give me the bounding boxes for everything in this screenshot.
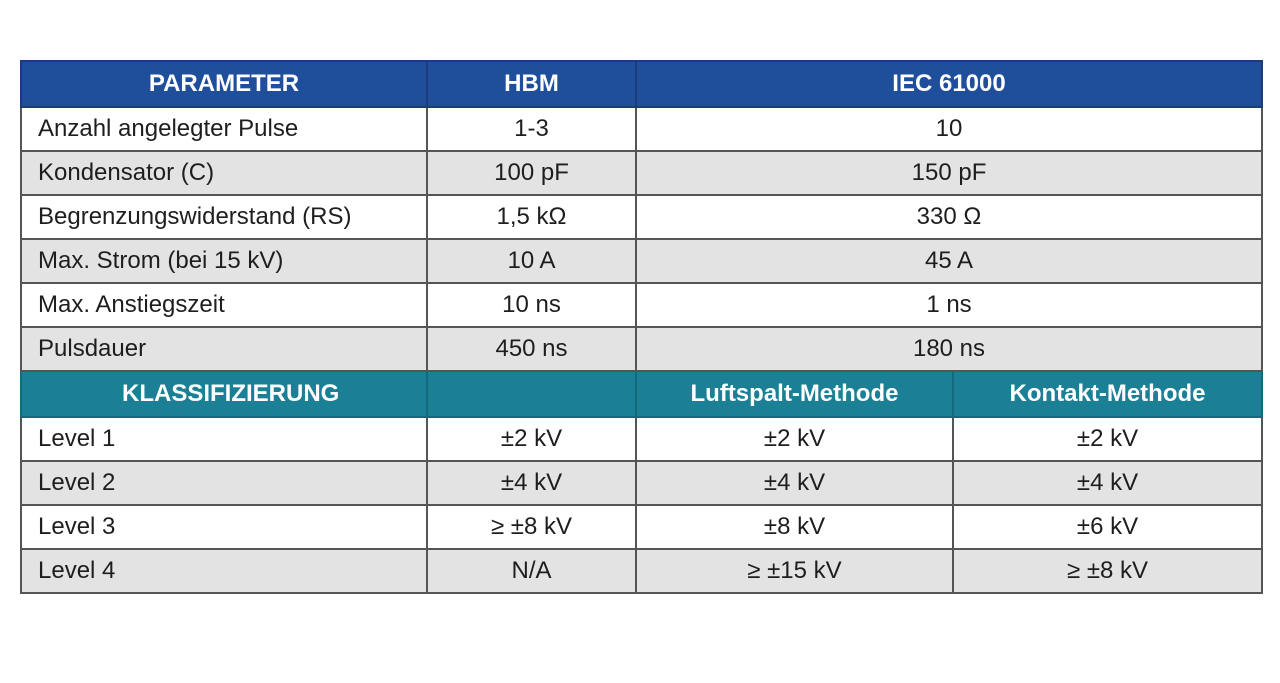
table-row [21,327,1262,371]
param-hbm-value: 450 ns [427,327,636,371]
level-hbm-value: ±2 kV [427,417,636,461]
param-hbm-value: 1-3 [427,107,636,151]
parameter-header-row [21,61,1262,107]
level-air-value: ±4 kV [636,461,953,505]
header-classification: KLASSIFIZIERUNG [21,371,427,417]
level-hbm-value: ±4 kV [427,461,636,505]
table-row [21,283,1262,327]
level-air-value: ±2 kV [636,417,953,461]
level-contact-value: ≥ ±8 kV [953,549,1262,593]
header-air-gap-method: Luftspalt-Methode [636,371,953,417]
table-row [21,505,1262,549]
table-row [21,239,1262,283]
param-label: Max. Strom (bei 15 kV) [21,239,427,283]
param-iec-value: 150 pF [636,151,1262,195]
table-row [21,461,1262,505]
param-iec-value: 180 ns [636,327,1262,371]
level-label: Level 2 [21,461,427,505]
esd-comparison-table [20,60,1263,594]
param-label: Anzahl angelegter Pulse [21,107,427,151]
param-hbm-value: 10 ns [427,283,636,327]
level-contact-value: ±4 kV [953,461,1262,505]
level-label: Level 4 [21,549,427,593]
param-label: Begrenzungswiderstand (RS) [21,195,427,239]
header-hbm: HBM [427,61,636,107]
header-parameter: PARAMETER [21,61,427,107]
level-air-value: ≥ ±15 kV [636,549,953,593]
level-contact-value: ±6 kV [953,505,1262,549]
level-air-value: ±8 kV [636,505,953,549]
param-iec-value: 330 Ω [636,195,1262,239]
level-contact-value: ±2 kV [953,417,1262,461]
level-label: Level 3 [21,505,427,549]
level-hbm-value: ≥ ±8 kV [427,505,636,549]
param-iec-value: 10 [636,107,1262,151]
header-iec: IEC 61000 [636,61,1262,107]
param-iec-value: 45 A [636,239,1262,283]
param-label: Kondensator (C) [21,151,427,195]
level-hbm-value: N/A [427,549,636,593]
header-classification-hbm [427,371,636,417]
param-label: Pulsdauer [21,327,427,371]
level-label: Level 1 [21,417,427,461]
table-row [21,549,1262,593]
param-hbm-value: 100 pF [427,151,636,195]
param-label: Max. Anstiegszeit [21,283,427,327]
classification-header-row [21,371,1262,417]
header-contact-method: Kontakt-Methode [953,371,1262,417]
table-row [21,195,1262,239]
param-iec-value: 1 ns [636,283,1262,327]
param-hbm-value: 1,5 kΩ [427,195,636,239]
table-row [21,107,1262,151]
table-row [21,417,1262,461]
table-row [21,151,1262,195]
param-hbm-value: 10 A [427,239,636,283]
